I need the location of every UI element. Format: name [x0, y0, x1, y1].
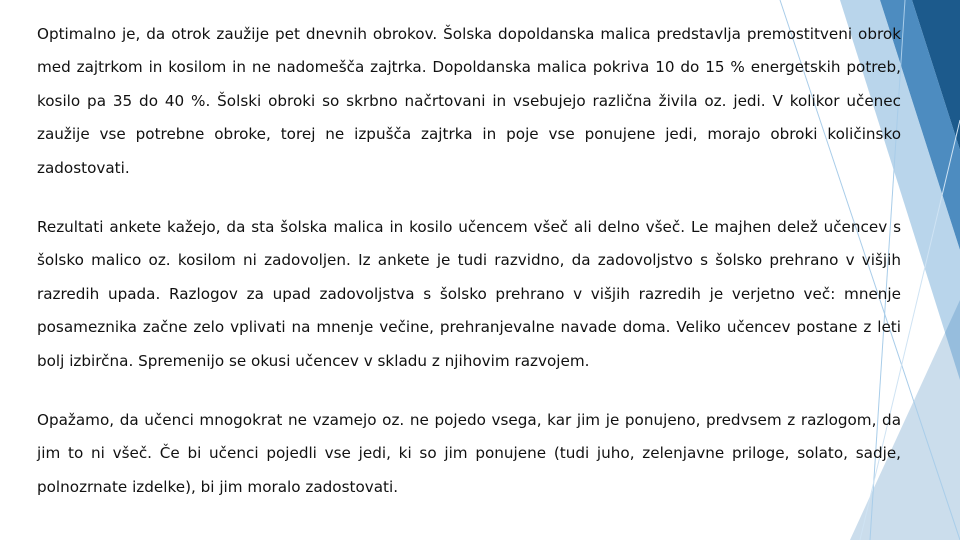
- paragraph-observations: Opažamo, da učenci mnogokrat ne vzamejo oz. ne pojedo vsega, kar jim je ponujeno, predvsem z razlogom, da jim to ni všeč. Če bi učenci pojedli vse jedi, ki so jim ponujene (tudi juho, zelenjavne priloge, solato, sadje, polnozrnate izdelke), bi jim moralo zadostovati.: [37, 411, 901, 496]
- paragraph-survey-results: Rezultati ankete kažejo, da sta šolska malica in kosilo učencem všeč ali delno všeč. Le majhen delež učencev s šolsko malico oz. kosilom ni zadovoljen. Iz ankete je tudi razvidno, da zadovoljstvo s šolsko prehrano v višjih razredih upada. Razlogov za upad zadovoljstva s šolsko prehrano v višjih razredih je verjetno več: mnenje posameznika začne zelo vplivati na mnenje večine, prehranjevalne navade doma. Veliko učencev postane z leti bolj izbirčna. Spremenijo se okusi učencev v skladu z njihovim razvojem.: [37, 218, 901, 370]
- text-content: [37, 18, 901, 504]
- paragraph-meals: Optimalno je, da otrok zaužije pet dnevnih obrokov. Šolska dopoldanska malica predstavlja premostitveni obrok med zajtrkom in kosilom in ne nadomešča zajtrka. Dopoldanska malica pokriva 10 do 15 % energetskih potreb, kosilo pa 35 do 40 %. Šolski obroki so skrbno načrtovani in vsebujejo različna živila oz. jedi. V kolikor učenec zaužije vse potrebne obroke, torej ne izpušča zajtrka in poje vse ponujene jedi, morajo obroki količinsko zadostovati.: [37, 25, 901, 177]
